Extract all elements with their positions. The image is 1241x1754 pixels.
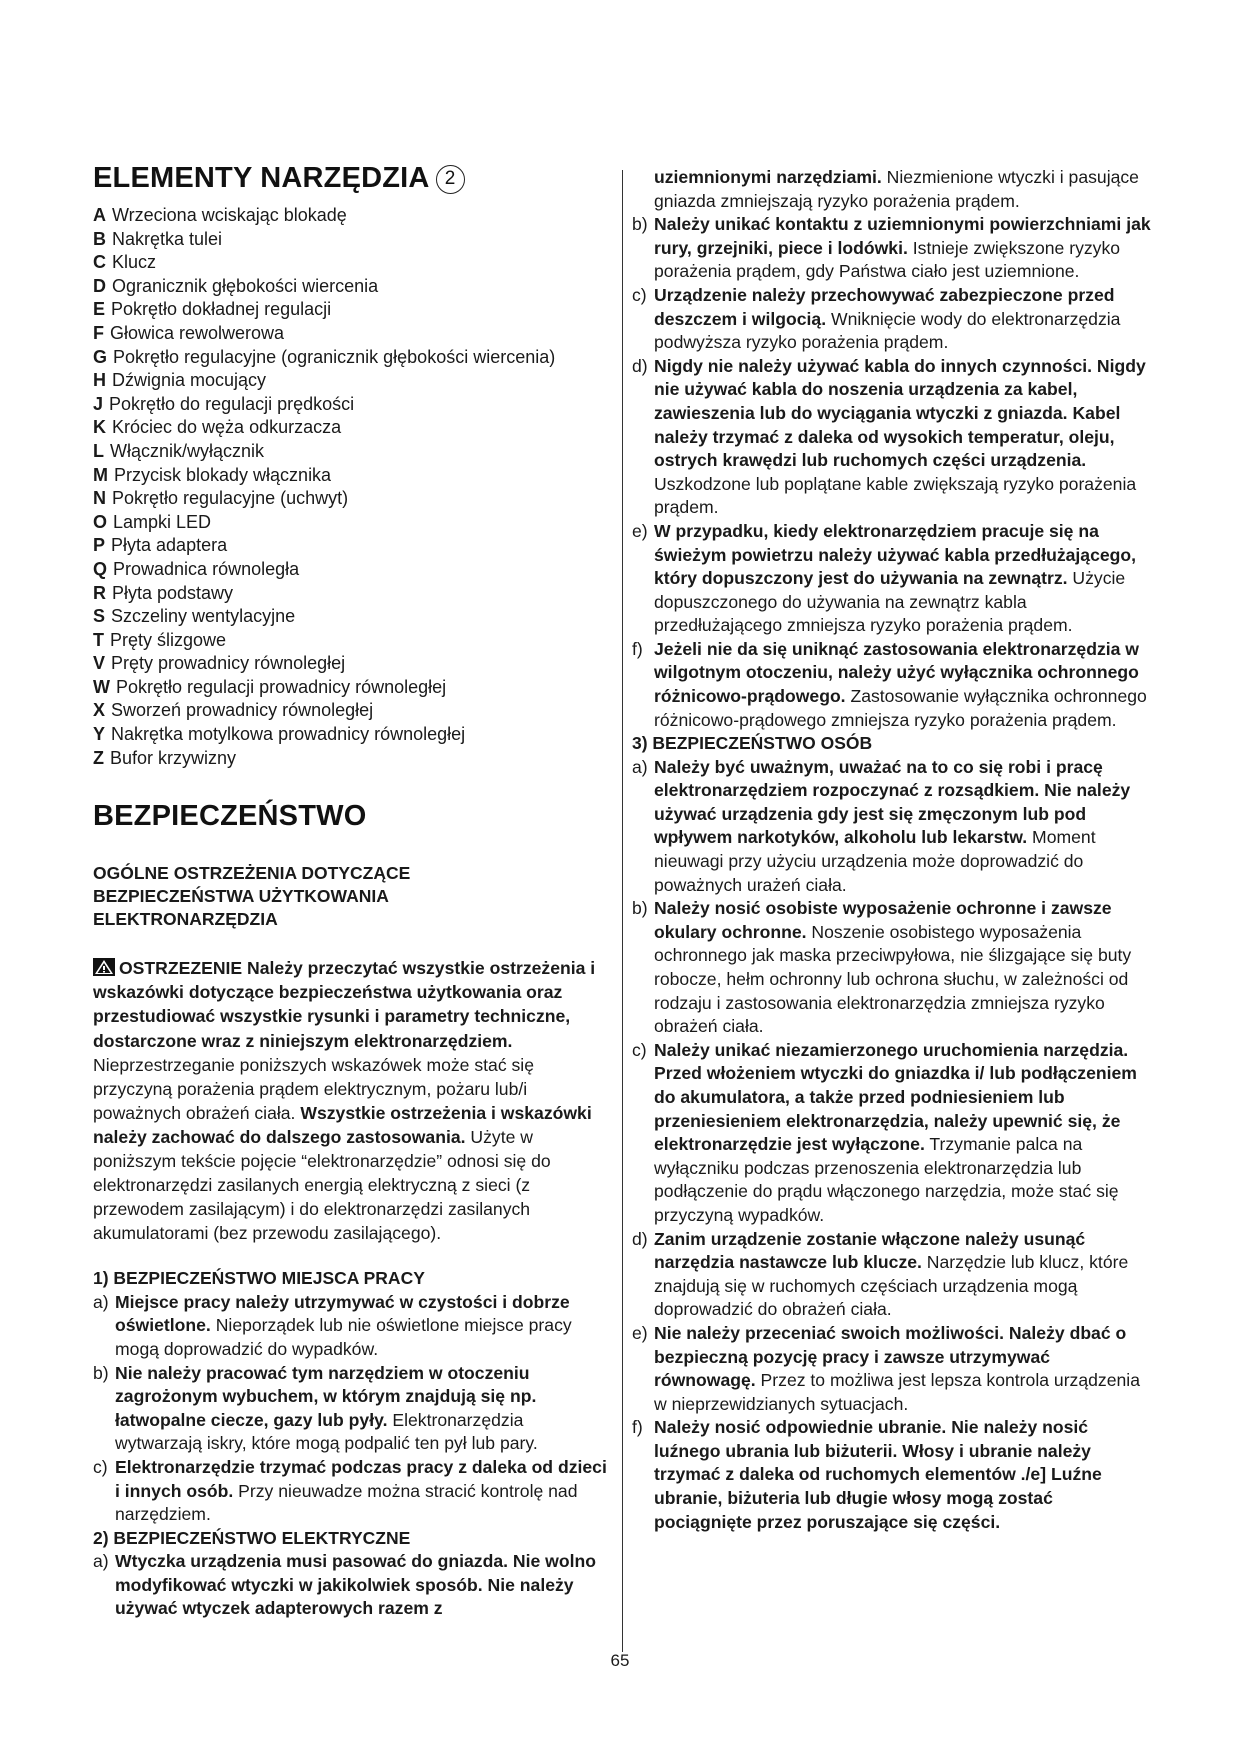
component-item	[93, 652, 610, 676]
component-label: Sworzeń prowadnicy równoległej	[111, 700, 374, 721]
item-label: a)	[93, 1291, 109, 1312]
safety-item	[93, 1291, 610, 1362]
component-item	[93, 464, 610, 488]
component-key: R	[93, 582, 106, 603]
item-text: Przy nieuwadze można stracić kontrolę nad narzędziem.	[115, 1480, 578, 1525]
component-key: V	[93, 653, 106, 674]
item-bold-text: Jeżeli nie da się uniknąć zastosowania elektronarzędzia w wilgotnym otoczeniu, należy użyć wyłącznika ochronnego różnicowo-prądowego.	[654, 638, 1139, 707]
item-bold-text: Nie należy przeceniać swoich możliwości. Należy dbać o bezpieczną pozycję pracy i zawsze utrzymywać równowagę.	[654, 1322, 1127, 1391]
component-item	[93, 723, 610, 747]
component-key: C	[93, 252, 106, 273]
item-text: Noszenie osobistego wyposażenia ochronnego jak maska przeciwpyłowa, nie ślizgające się buty robocze, hełm ochronny lub ochrona słuchu, w zależności od rodzaju i zastosowania elektronarzędzia zmniejsza ryzyko obrażeń ciała.	[654, 921, 1132, 1037]
item-label: a)	[632, 756, 648, 777]
component-item	[93, 204, 610, 228]
item-text: Elektronarzędzia wytwarzają iskry, które mogą podpalić ten pył lub pary.	[115, 1409, 538, 1454]
electrical-heading: 2) BEZPIECZEŃSTWO ELEKTRYCZNE	[93, 1527, 411, 1548]
item-text: Nieporządek lub nie oświetlone miejsce pracy mogą doprowadzić do wypadków.	[115, 1315, 572, 1359]
safety-item	[632, 1322, 1152, 1416]
warning-bold-text: Wszystkie ostrzeżenia i wskazówki należy zachować do dalszego zastosowania.	[93, 1102, 592, 1147]
component-label: Przycisk blokady włącznika	[114, 464, 332, 485]
safety-item	[632, 284, 1152, 355]
safety-item	[632, 638, 1152, 732]
component-key: Z	[93, 747, 104, 768]
component-key: F	[93, 322, 104, 343]
work-area-list	[93, 1291, 610, 1527]
component-item	[93, 369, 610, 393]
work-area-heading: 1) BEZPIECZEŃSTWO MIEJSCA PRACY	[93, 1268, 425, 1289]
component-label: Klucz	[112, 252, 157, 273]
safety-item	[632, 897, 1152, 1039]
component-item	[93, 298, 610, 322]
component-label: Pokrętło dokładnej regulacji	[111, 299, 332, 320]
component-label: Ogranicznik głębokości wiercenia	[112, 275, 379, 296]
item-label: a)	[93, 1551, 109, 1572]
safety-title: BEZPIECZEŃSTWO	[93, 800, 367, 833]
component-item	[93, 747, 610, 771]
component-key: H	[93, 370, 106, 391]
component-key: B	[93, 228, 106, 249]
general-warnings-heading	[93, 862, 610, 931]
component-label: Głowica rewolwerowa	[110, 322, 285, 343]
component-key: N	[93, 488, 106, 509]
item-label: d)	[632, 1228, 648, 1249]
component-label: Króciec do węża odkurzacza	[112, 417, 342, 438]
component-item	[93, 558, 610, 582]
component-key: S	[93, 606, 106, 627]
right-column	[632, 166, 1152, 1534]
component-item	[93, 346, 610, 370]
electrical-list	[632, 213, 1152, 732]
page-number: 65	[610, 1651, 630, 1670]
item-label: b)	[632, 214, 648, 235]
component-key: J	[93, 393, 104, 414]
general-warnings-heading-line: OGÓLNE OSTRZEŻENIA DOTYCZĄCE	[93, 863, 411, 884]
item-bold-text: Wtyczka urządzenia musi pasować do gniazda. Nie wolno modyfikować wtyczki w jakikolwiek sposób. Nie należy używać wtyczek adapterowych razem z	[115, 1551, 596, 1619]
component-label: Pokrętło regulacji prowadnicy równoległej	[116, 676, 447, 697]
safety-item	[632, 1416, 1152, 1534]
component-key: T	[93, 629, 104, 650]
component-key: W	[93, 676, 110, 697]
component-label: Pokrętło do regulacji prędkości	[109, 393, 355, 414]
component-item	[93, 322, 610, 346]
component-item	[93, 393, 610, 417]
item-text: Uszkodzone lub poplątane kable zwiększają ryzyko porażenia prądem.	[654, 473, 1137, 518]
component-item	[93, 275, 610, 299]
component-label: Nakrętka tulei	[112, 228, 223, 249]
item-bold-text: Urządzenie należy przechowywać zabezpieczone przed deszczem i wilgocią.	[654, 284, 1115, 329]
component-key: D	[93, 275, 106, 296]
warning-text: Nieprzestrzeganie poniższych wskazówek może stać się przyczyną porażenia prądem elektrycznym, pożaru lub/i poważnych obrażeń ciała.	[93, 1054, 535, 1123]
component-label: Lampki LED	[113, 511, 212, 532]
component-label: Pokrętło regulacyjne (uchwyt)	[112, 488, 349, 509]
component-item	[93, 699, 610, 723]
column-divider	[622, 170, 623, 1652]
component-key: G	[93, 346, 108, 367]
component-key: M	[93, 464, 108, 485]
safety-item	[632, 355, 1152, 520]
component-item	[93, 605, 610, 629]
components-list	[93, 204, 610, 770]
electrical-item-a-continued	[632, 166, 1152, 213]
safety-item	[632, 756, 1152, 898]
component-label: Wrzeciona wciskając blokadę	[112, 205, 347, 225]
component-key: P	[93, 535, 106, 556]
item-text: Wniknięcie wody do elektronarzędzia podwyższa ryzyko porażenia prądem.	[654, 308, 1121, 353]
item-label: d)	[632, 355, 648, 376]
item-bold-text: Zanim urządzenie zostanie włączone należy usunąć narzędzia nastawcze lub klucze.	[654, 1228, 1086, 1273]
component-key: Q	[93, 558, 108, 579]
general-warning-paragraph	[93, 956, 610, 1245]
item-bold-text: Należy nosić osobiste wyposażenie ochronne i zawsze okulary ochronne.	[654, 898, 1112, 942]
item-bold-text: uziemnionymi narzędziami.	[654, 167, 882, 187]
warning-bold-text: OSTRZEZENIE Należy przeczytać wszystkie ostrzeżenia i wskazówki dotyczące bezpieczeństwa użytkowania oraz przestudiować wszystkie rysunki i parametry techniczne, dostarczone wraz z niniejszym elektronarzędziem.	[93, 958, 596, 1051]
safety-item	[632, 1039, 1152, 1228]
item-text: Moment nieuwagi przy użyciu urządzenia może doprowadzić do poważnych urażeń ciała.	[654, 827, 1096, 895]
item-label: e)	[632, 520, 648, 541]
item-bold-text: Miejsce pracy należy utrzymywać w czystości i dobrze oświetlone.	[115, 1291, 570, 1336]
component-label: Bufor krzywizny	[110, 747, 237, 768]
figure-ref-badge: 2	[436, 165, 465, 194]
safety-item	[93, 1456, 610, 1527]
components-title	[93, 160, 610, 196]
item-label: e)	[632, 1322, 648, 1343]
item-text: Zastosowanie wyłącznika ochronnego różnicowo-prądowego zmniejsza ryzyko porażenia prądem.	[654, 686, 1147, 730]
personal-heading: 3) BEZPIECZEŃSTWO OSÓB	[632, 733, 873, 754]
safety-item	[632, 213, 1152, 284]
component-label: Prowadnica równoległa	[113, 558, 300, 579]
component-key: O	[93, 511, 108, 532]
item-bold-text: Należy nosić odpowiednie ubranie. Nie należy nosić luźnego ubrania lub biżuterii. Włosy i ubranie należy trzymać z daleka od ruchomych elementów ./e] Luźne ubranie, biżuteria lub długie włosy mogą zostać pociągnięte przez poruszające się części.	[654, 1417, 1102, 1532]
component-item	[93, 534, 610, 558]
component-item	[93, 582, 610, 606]
item-bold-text: Należy być uważnym, uważać na to co się robi i pracę elektronarzędziem rozpoczynać z rozsądkiem. Nie należy używać urządzenia gdy jest się zmęczonym lub pod wpływem narkotyków, alkoholu lub lekarstw.	[654, 756, 1131, 848]
component-label: Szczeliny wentylacyjne	[111, 606, 296, 627]
component-item	[93, 487, 610, 511]
item-text: Przez to możliwa jest lepsza kontrola urządzenia w nieprzewidzianych sytuacjach.	[654, 1370, 1140, 1414]
item-label: b)	[93, 1362, 109, 1383]
component-item	[93, 629, 610, 653]
component-label: Płyta podstawy	[112, 582, 234, 603]
item-bold-text: Należy unikać niezamierzonego uruchomienia narzędzia. Przed włożeniem wtyczki do gniazdka i/ lub podłączeniem do akumulatora, a także przed podniesieniem lub przeniesieniem elektronarzędzia, należy upewnić się, że elektronarzędzie jest wyłączone.	[654, 1039, 1137, 1155]
component-item	[93, 676, 610, 700]
item-label: c)	[93, 1456, 108, 1477]
general-warnings-heading-line: ELEKTRONARZĘDZIA	[93, 909, 278, 930]
component-item	[93, 416, 610, 440]
component-label: Pręty ślizgowe	[110, 629, 227, 650]
item-text: Niezmienione wtyczki i pasujące gniazda zmniejszają ryzyko porażenia prądem.	[654, 167, 1139, 211]
warning-icon	[93, 958, 115, 976]
item-label: f)	[632, 1417, 643, 1438]
safety-item	[93, 1362, 610, 1456]
item-text: Trzymanie palca na wyłączniku podczas przenoszenia elektronarzędzia lub podłączenie do prądu włączonego narzędzia, może stać się przyczyną wypadków.	[654, 1134, 1119, 1225]
component-key: E	[93, 299, 106, 320]
component-label: Nakrętka motylkowa prowadnicy równoległej	[111, 724, 466, 745]
component-key: Y	[93, 724, 106, 745]
components-title-text: ELEMENTY NARZĘDZIA	[93, 162, 430, 194]
component-key: L	[93, 440, 104, 461]
component-label: Dźwignia mocujący	[112, 370, 267, 391]
item-text: Narzędzie lub klucz, które znajdują się w ruchomych częściach urządzenia mogą doprowadzić do obrażeń ciała.	[654, 1252, 1129, 1320]
component-item	[93, 511, 610, 535]
component-key: A	[93, 205, 106, 225]
component-item	[93, 251, 610, 275]
item-text: Istnieje zwiększone ryzyko porażenia prądem, gdy Państwa ciało jest uziemnione.	[654, 237, 1121, 282]
component-label: Płyta adaptera	[111, 535, 228, 556]
electrical-item-a	[93, 1550, 610, 1621]
item-label: c)	[632, 1039, 647, 1060]
warning-text: Użyte w poniższym tekście pojęcie “elektronarzędzie” odnosi się do elektronarzędzi zasilanych energią elektryczną z sieci (z przewodem zasilającym) i do elektronarzędzi zasilanych akumulatorami (bez przewodu zasilającego).	[93, 1126, 551, 1244]
safety-item	[632, 1228, 1152, 1322]
component-key: X	[93, 700, 106, 721]
component-item	[93, 440, 610, 464]
component-label: Pokrętło regulacyjne (ogranicznik głębokości wiercenia)	[113, 346, 556, 367]
component-label: Pręty prowadnicy równoległej	[111, 653, 346, 674]
item-bold-text: Elektronarzędzie trzymać podczas pracy z daleka od dzieci i innych osób.	[115, 1456, 607, 1501]
item-bold-text: Nie należy pracować tym narzędziem w otoczeniu zagrożonym wybuchem, w którym znajdują się np. łatwopalne ciecze, gazy lub pyły.	[115, 1362, 537, 1430]
item-text: Użycie dopuszczonego do używania na zewnątrz kabla przedłużającego zmniejsza ryzyko porażenia prądem.	[654, 568, 1126, 636]
personal-list	[632, 756, 1152, 1535]
item-bold-text: W przypadku, kiedy elektronarzędziem pracuje się na świeżym powietrzu należy używać kabla przedłużającego, który dopuszczony jest do używania na zewnątrz.	[654, 520, 1137, 589]
item-label: c)	[632, 284, 647, 305]
left-column	[93, 160, 610, 1621]
item-label: b)	[632, 898, 648, 919]
component-item	[93, 228, 610, 252]
item-bold-text: Nigdy nie należy używać kabla do innych czynności. Nigdy nie używać kabla do noszenia urządzenia za kabel, zawieszenia lub do wyciągania wtyczki z gniazda. Kabel należy trzymać z daleka od wysokich temperatur, oleju, ostrych krawędzi lub ruchomych części urządzenia.	[654, 355, 1146, 471]
general-warnings-heading-line: BEZPIECZEŃSTWA UŻYTKOWANIA	[93, 886, 389, 907]
safety-item	[632, 520, 1152, 638]
item-label: f)	[632, 638, 643, 659]
component-key: K	[93, 417, 106, 438]
item-bold-text: Należy unikać kontaktu z uziemnionymi powierzchniami jak rury, grzejniki, piece i lodówki.	[654, 214, 1151, 258]
component-label: Włącznik/wyłącznik	[110, 440, 265, 461]
